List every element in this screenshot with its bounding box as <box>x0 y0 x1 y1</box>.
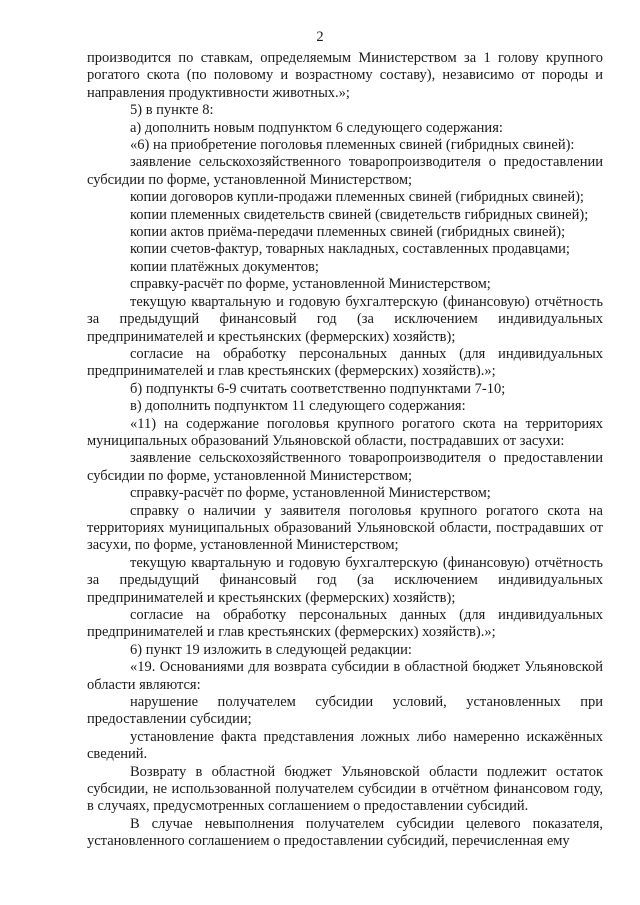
paragraph: в) дополнить подпунктом 11 следующего содержания: <box>130 398 466 415</box>
page-number: 2 <box>316 29 324 45</box>
paragraph: текущую квартальную и годовую бухгалтерскую (финансовую) отчётность за предыдущий финансовый год (за исключением индивидуальных предпринимателей и крестьянских (фермерских) хозяйств); <box>87 554 603 606</box>
paragraph: производится по ставкам, определяемым Министерством за 1 голову крупного рогатого скота (по половому и возрастному составу), независимо от породы и направления продуктивности животных.»; <box>87 50 603 101</box>
paragraph: нарушение получателем субсидии условий, установленных при предоставлении субсидии; <box>87 694 603 728</box>
paragraph: 6) пункт 19 изложить в следующей редакции: <box>130 641 412 658</box>
paragraph: установление факта представления ложных либо намеренно искажённых сведений. <box>87 728 603 763</box>
paragraph: справку-расчёт по форме, установленной Министерством; <box>130 485 491 502</box>
paragraph: копии платёжных документов; <box>130 258 319 275</box>
paragraph: «6) на приобретение поголовья племенных свиней (гибридных свиней): <box>130 137 575 154</box>
paragraph: справку о наличии у заявителя поголовья крупного рогатого скота на территориях муниципальных образований Ульяновской области, пострадавших от засухи, по форме, установленной Министерством; <box>87 502 603 554</box>
paragraph: В случае невыполнения получателем субсидии целевого показателя, установленного соглашением о предоставлении субсидий, перечисленная ему <box>87 815 603 850</box>
paragraph: согласие на обработку персональных данных (для индивидуальных предпринимателей и глав крестьянских (фермерских) хозяйств).»; <box>87 607 603 641</box>
paragraph: а) дополнить новым подпунктом 6 следующего содержания: <box>130 119 503 136</box>
paragraph: 5) в пункте 8: <box>130 102 214 119</box>
paragraph: б) подпункты 6-9 считать соответственно подпунктами 7-10; <box>130 380 506 397</box>
paragraph: заявление сельскохозяйственного товаропроизводителя о предоставлении субсидии по форме, установленной Министерством; <box>87 154 603 188</box>
paragraph: справку-расчёт по форме, установленной Министерством; <box>130 276 491 293</box>
paragraph: Возврату в областной бюджет Ульяновской области подлежит остаток субсидии, не использованной получателем субсидии в отчётном финансовом году, в случаях, предусмотренных соглашением о предоставлении субсидий. <box>87 763 603 815</box>
paragraph: текущую квартальную и годовую бухгалтерскую (финансовую) отчётность за предыдущий финансовый год (за исключением индивидуальных предпринимателей и крестьянских (фермерских) хозяйств); <box>87 293 603 345</box>
paragraph: копии договоров купли-продажи племенных свиней (гибридных свиней); <box>130 189 584 206</box>
paragraph: копии счетов-фактур, товарных накладных, составленных продавцами; <box>130 241 570 258</box>
paragraph: копии племенных свидетельств свиней (свидетельств гибридных свиней); <box>130 206 589 223</box>
document-body <box>87 50 603 851</box>
paragraph: заявление сельскохозяйственного товаропроизводителя о предоставлении субсидии по форме, установленной Министерством; <box>87 450 603 484</box>
paragraph: согласие на обработку персональных данных (для индивидуальных предпринимателей и глав крестьянских (фермерских) хозяйств).»; <box>87 345 603 380</box>
paragraph: копии актов приёма-передачи племенных свиней (гибридных свиней); <box>130 224 566 241</box>
paragraph: «11) на содержание поголовья крупного рогатого скота на территориях муниципальных образований Ульяновской области, пострадавших от засухи: <box>87 415 603 449</box>
paragraph: «19. Основаниями для возврата субсидии в областной бюджет Ульяновской области являются: <box>87 659 603 693</box>
